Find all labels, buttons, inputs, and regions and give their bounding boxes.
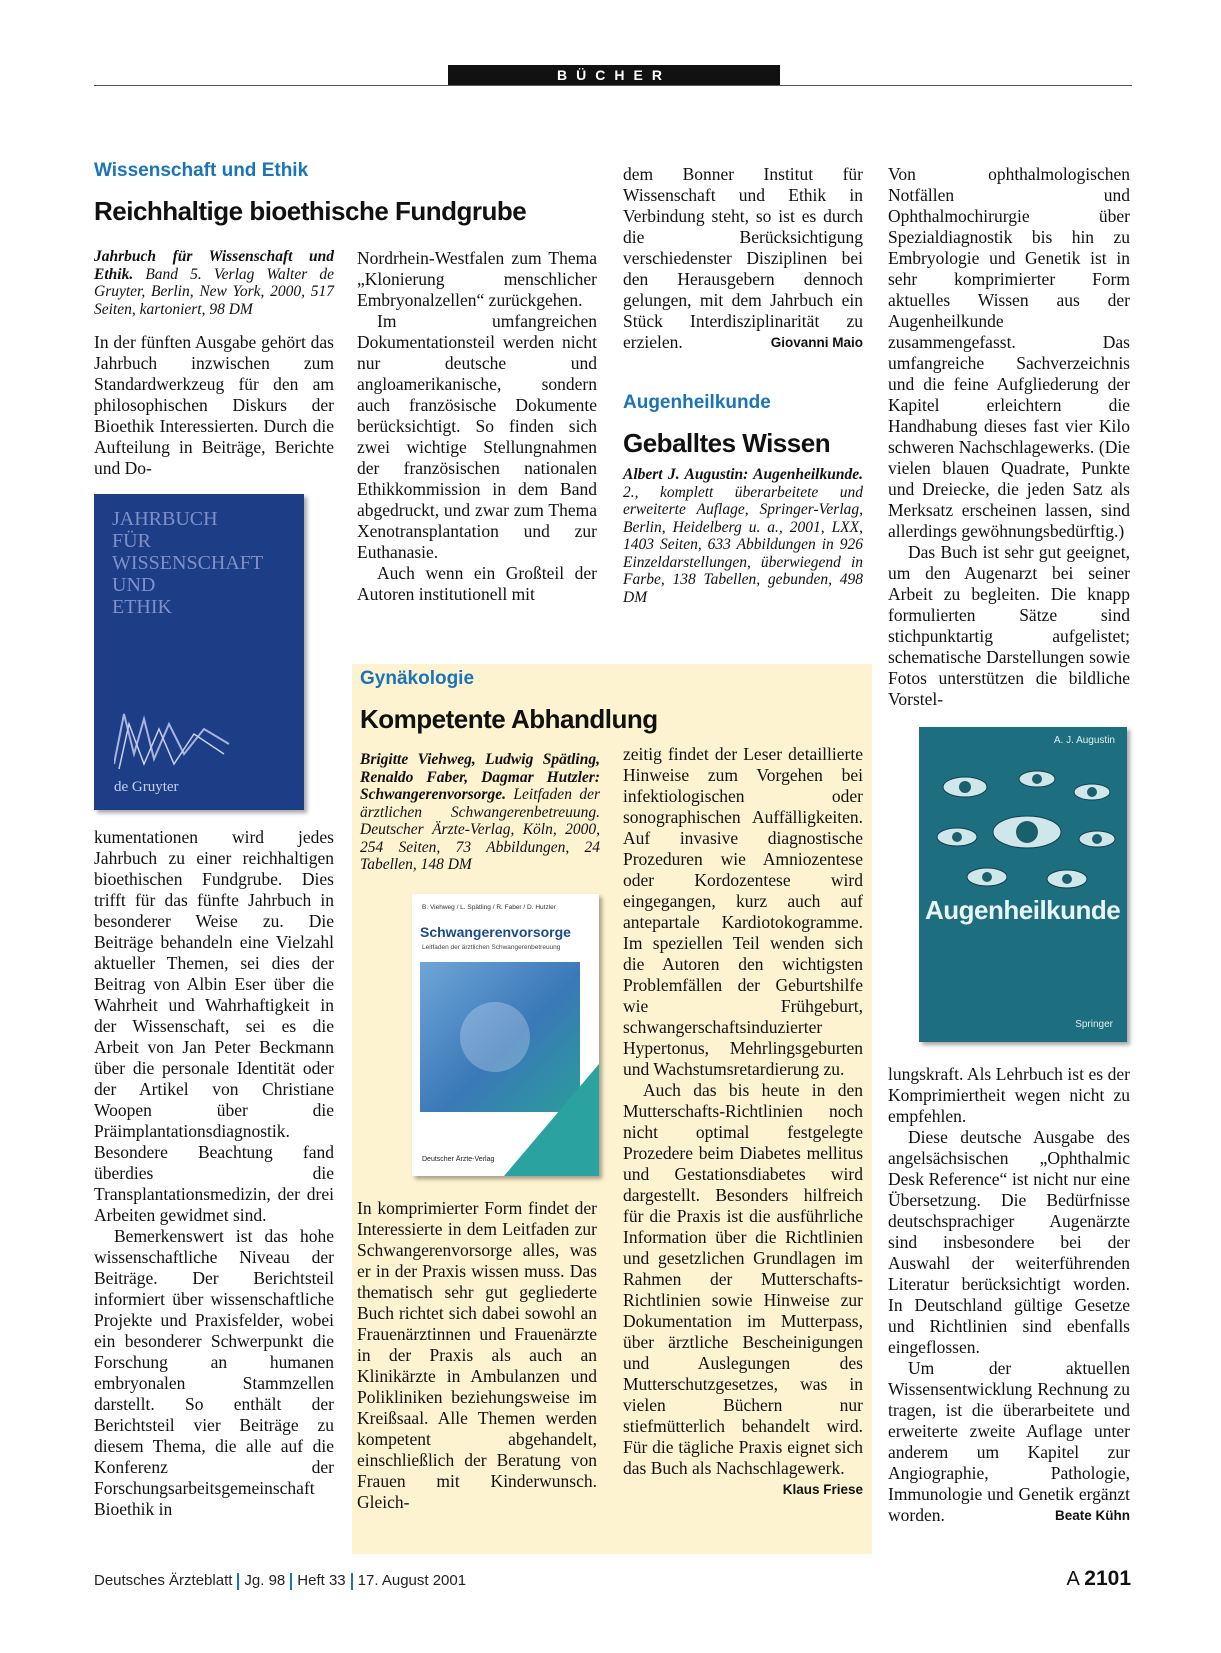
- header-rule: [94, 85, 1132, 86]
- cover-title: [112, 508, 263, 618]
- cover-title: Schwangerenvorsorge: [420, 924, 571, 940]
- paragraph: kumentationen wird jedes Jahrbuch zu einer reichhaltigen bioethischen Fundgrube. Dies trifft für das fünfte Jahrbuch in besonderer Weise zu. Die Beiträge behandeln eine Vielzahl aktueller Themen, sei dies der Beitrag von Albin Eser über die Wahrheit und Wahrhaftigkeit in der Wissenschaft, sei es die Arbeit von Jan Peter Beckmann über die personale Identität oder der Artikel von Christiane Woopen über die Präimplantationsdiagnostik. Besondere Beachtung fand überdies die Transplantationsmedizin, der drei Arbeiten gewidmet sind.: [94, 827, 334, 1225]
- ref-title: Albert J. Augustin: Augenheilkunde.: [623, 466, 863, 483]
- rubric-wissenschaft: Wissenschaft und Ethik: [94, 160, 309, 181]
- paragraph: Nordrhein-Westfalen zum Thema „Klonierung menschlicher Embryonalzellen“ zurückgehen.: [357, 248, 597, 310]
- ref-details: 2., komplett überarbeitete und erweiterte Auflage, Springer-Verlag, Berlin, Heidelberg u. a., 2001, LXX, 1403 Seiten, 633 Abbildungen in 926 Einzeldarstellungen, überwiegend in Farbe, 138 Tabellen, gebunden, 498 DM: [623, 483, 863, 606]
- author-friese: Klaus Friese: [782, 1482, 863, 1497]
- author-kuehn: Beate Kühn: [1054, 1508, 1130, 1523]
- ref-title: Jahrbuch für Wissenschaft und Ethik.: [94, 248, 334, 283]
- paragraph-text: Auch das bis heute in den Mutterschafts-Richtlinien noch nicht optimal festgelegte Prozedere beim Diabetes mellitus und Gestationsdiabetes wird dargestellt. Besonders hilfreich für die Praxis ist die ausführliche Information über die Richtlinien und gesetzlichen Grundlagen im Rahmen der Mutterschafts-Richtlinien sowie Hinweise zur Dokumentation im Mutterpass, über ärztliche Bescheinigungen und Auslegungen des Mutterschutzgesetzes, was in vielen Büchern nur stiefmütterlich behandelt wird. Für die tägliche Praxis eignet sich das Buch als Nachschlagewerk.: [623, 1080, 863, 1478]
- paragraph: zeitig findet der Leser detaillierte Hinweise zum Vorgehen bei infektiologischen oder sonographischen Auffälligkeiten. Auf invasive diagnostische Prozeduren wie Amniozentese oder Kordozentese wird eingegangen, kurz auch auf antepartale Kardiotokogramme. Im speziellen Teil wenden sich die Autoren den wichtigsten Problemfällen der Geburtshilfe wie Frühgeburt, schwangerschaftsinduzierter Hypertonus, Mehrlingsgeburten und Wachstumsretardierung zu.: [623, 744, 863, 1079]
- cover-title-line: WISSENSCHAFT: [112, 552, 264, 574]
- cover-publisher: Deutscher Ärzte-Verlag: [422, 1156, 495, 1163]
- paragraph: Diese deutsche Ausgabe des angelsächsischen „Ophthalmic Desk Reference“ ist nicht nur eine Übersetzung. Die Bedürfnisse deutschsprachiger Augenärzte sind insbesondere bei der Auswahl der weiterführenden Literatur berücksichtigt worden. In Deutschland gültige Gesetze und Richtlinien sind ebenfalls eingeflossen.: [888, 1127, 1130, 1357]
- headline-geballtes-wissen: Geballtes Wissen: [623, 428, 831, 458]
- headline-fundgrube: Reichhaltige bioethische Fundgrube: [94, 196, 527, 226]
- cover-publisher: Springer: [1075, 1019, 1113, 1030]
- cover-graphic: [114, 704, 234, 774]
- paragraph: Bemerkenswert ist das hohe wissenschaftliche Niveau der Beiträge. Der Berichtsteil informiert über wissenschaftliche Projekte und Praxisfelder, wobei ein besonderer Schwerpunkt die Forschung an humanen embryonalen Stammzellen darstellt. So enthält der Berichtsteil vier Beiträge zu diesem Thema, die alle auf die Konferenz der Forschungsarbeitsgemeinschaft Bioethik in: [94, 1226, 334, 1519]
- book-cover-augenheilkunde: [919, 727, 1127, 1042]
- article1-intro: [94, 332, 334, 479]
- paragraph: Auch wenn ein Großteil der Autoren institutionell mit: [357, 563, 597, 604]
- rubric-augenheilkunde: Augenheilkunde: [623, 392, 771, 413]
- paragraph: Im umfangreichen Dokumentationsteil werden nicht nur deutsche und angloamerikanische, sondern auch französische Dokumente berücksichtigt. So finden sich zwei wichtige Stellungnahmen der französischen nationalen Ethikkommission in dem Band abgedruckt, und zwar zum Thema Xenotransplantation und zur Euthanasie.: [357, 311, 597, 562]
- rubric-gynaekologie: Gynäkologie: [360, 668, 475, 689]
- article1-column3: [623, 164, 863, 353]
- ref-details: Leitfaden der ärztlichen Schwangerenbetreuung. Deutscher Ärzte-Verlag, Köln, 2000, 254 Seiten, 73 Abbildungen, 24 Tabellen, 148 DM: [360, 786, 600, 873]
- cover-publisher: de Gruyter: [114, 779, 179, 795]
- paragraph-text: dem Bonner Institut für Wissenschaft und Ethik in Verbindung steht, so ist es durch die Berücksichtigung verschiedenster Disziplinen bei den Herausgebern dennoch gelungen, mit dem Jahrbuch ein Stück Interdisziplinarität zu erzielen.: [623, 164, 863, 352]
- paragraph-text: Um der aktuellen Wissensentwicklung Rechnung zu tragen, ist die überarbeitete und erweiterte zweite Auflage unter anderem um Kapitel zur Angiographie, Pathologie, Immunologie und Genetik ergänzt worden.: [888, 1358, 1130, 1525]
- footer-volume: Jg. 98: [244, 1572, 286, 1589]
- article1-column1: [94, 827, 334, 1520]
- page-prefix: A: [1066, 1568, 1079, 1590]
- paragraph: In der fünften Ausgabe gehört das Jahrbuch inzwischen zum Standardwerkzeug für den am philosophischen Diskurs der Bioethik Interessierten. Durch die Aufteilung in Beiträge, Berichte und Do-: [94, 332, 334, 478]
- article2-column4-top: [888, 164, 1130, 710]
- cover-subtitle: Leitfaden der ärztlichen Schwangerenbetreuung: [422, 944, 561, 951]
- book-reference-jahrbuch: [94, 248, 334, 318]
- cover-title: Augenheilkunde: [925, 895, 1121, 925]
- ref-title: Brigitte Viehweg, Ludwig Spätling, Renaldo Faber, Dagmar Hutzler: Schwangerenvorsorge.: [360, 751, 600, 803]
- headline-kompetente-abhandlung: Kompetente Abhandlung: [360, 704, 658, 734]
- article3-column1: [357, 1198, 597, 1513]
- ref-details: Band 5. Verlag Walter de Gruyter, Berlin, New York, 2000, 517 Seiten, kartoniert, 98 DM: [94, 265, 334, 318]
- footer: [94, 1572, 466, 1590]
- book-reference-augenheilkunde: [623, 466, 863, 606]
- cover-title-line: FÜR: [112, 530, 151, 552]
- footer-separator: [237, 1573, 239, 1590]
- book-cover-schwangerenvorsorge: [412, 894, 599, 1176]
- article2-column4-bottom: [888, 1064, 1130, 1526]
- footer-date: 17. August 2001: [357, 1572, 467, 1589]
- book-cover-jahrbuch: [94, 494, 304, 810]
- paragraph: [623, 164, 863, 353]
- footer-issue: Heft 33: [297, 1572, 346, 1589]
- cover-title-line: JAHRBUCH: [112, 508, 218, 530]
- paragraph: Von ophthalmologischen Notfällen und Ophthalmochirurgie über Spezialdiagnostik bis hin zu Embryologie und Genetik ist in sehr komprimierter Form aktuelles Wissen aus der Augenheilkunde zusammengefasst. Das umfangreiche Sachverzeichnis und die feine Aufgliederung der Kapitel erleichtern die Handhabung dieses fast vier Kilo schweren Nachschlagewerks. (Die vielen blauen Quadrate, Punkte und Dreiecke, die jeden Satz als Merksatz erscheinen lassen, sind allerdings gewöhnungsbedürftig.): [888, 164, 1130, 541]
- footer-journal: Deutsches Ärzteblatt: [94, 1572, 233, 1589]
- eye-graphic: [927, 757, 1119, 897]
- cover-photo-shape: [460, 1002, 530, 1072]
- author-maio: Giovanni Maio: [770, 335, 863, 350]
- cover-title-line: UND: [112, 574, 156, 596]
- article1-column2: [357, 248, 597, 605]
- cover-accent: [504, 1064, 599, 1176]
- book-reference-schwangerenvorsorge: [360, 751, 600, 874]
- paragraph: [623, 1080, 863, 1497]
- cover-title-line: ETHIK: [112, 596, 172, 618]
- footer-separator: [351, 1573, 353, 1590]
- footer-separator: [290, 1573, 292, 1590]
- paragraph: lungskraft. Als Lehrbuch ist es der Komprimiertheit wegen nicht zu empfehlen.: [888, 1064, 1130, 1126]
- page-number-value: 2101: [1084, 1567, 1131, 1590]
- article3-column2: [623, 744, 863, 1500]
- section-header: BÜCHER: [448, 65, 780, 85]
- cover-author: A. J. Augustin: [1053, 735, 1115, 746]
- paragraph: Das Buch ist sehr gut geeignet, um den Augenarzt bei seiner Arbeit zu begleiten. Die knapp formulierten Sätze sind stichpunktartig aufgelistet; schematische Darstellungen sowie Fotos unterstützen die bildliche Vorstel-: [888, 542, 1130, 709]
- cover-authors: B. Viehweg / L. Spätling / R. Faber / D. Hutzler: [422, 904, 556, 911]
- paragraph: [888, 1358, 1130, 1526]
- page-number: [1066, 1567, 1131, 1591]
- paragraph: In komprimierter Form findet der Interessierte in dem Leitfaden zur Schwangerenvorsorge alles, was er in der Praxis wissen muss. Das thematisch sehr gut gegliederte Buch richtet sich dabei sowohl an Frauenärztinnen und Frauenärzte in der Praxis als auch an Klinikärzte in Ambulanzen und Polikliniken beziehungsweise im Kreißsaal. Alle Themen werden kompetent abgehandelt, einschließlich der Beratung von Frauen mit Kinderwunsch. Gleich-: [357, 1198, 597, 1512]
